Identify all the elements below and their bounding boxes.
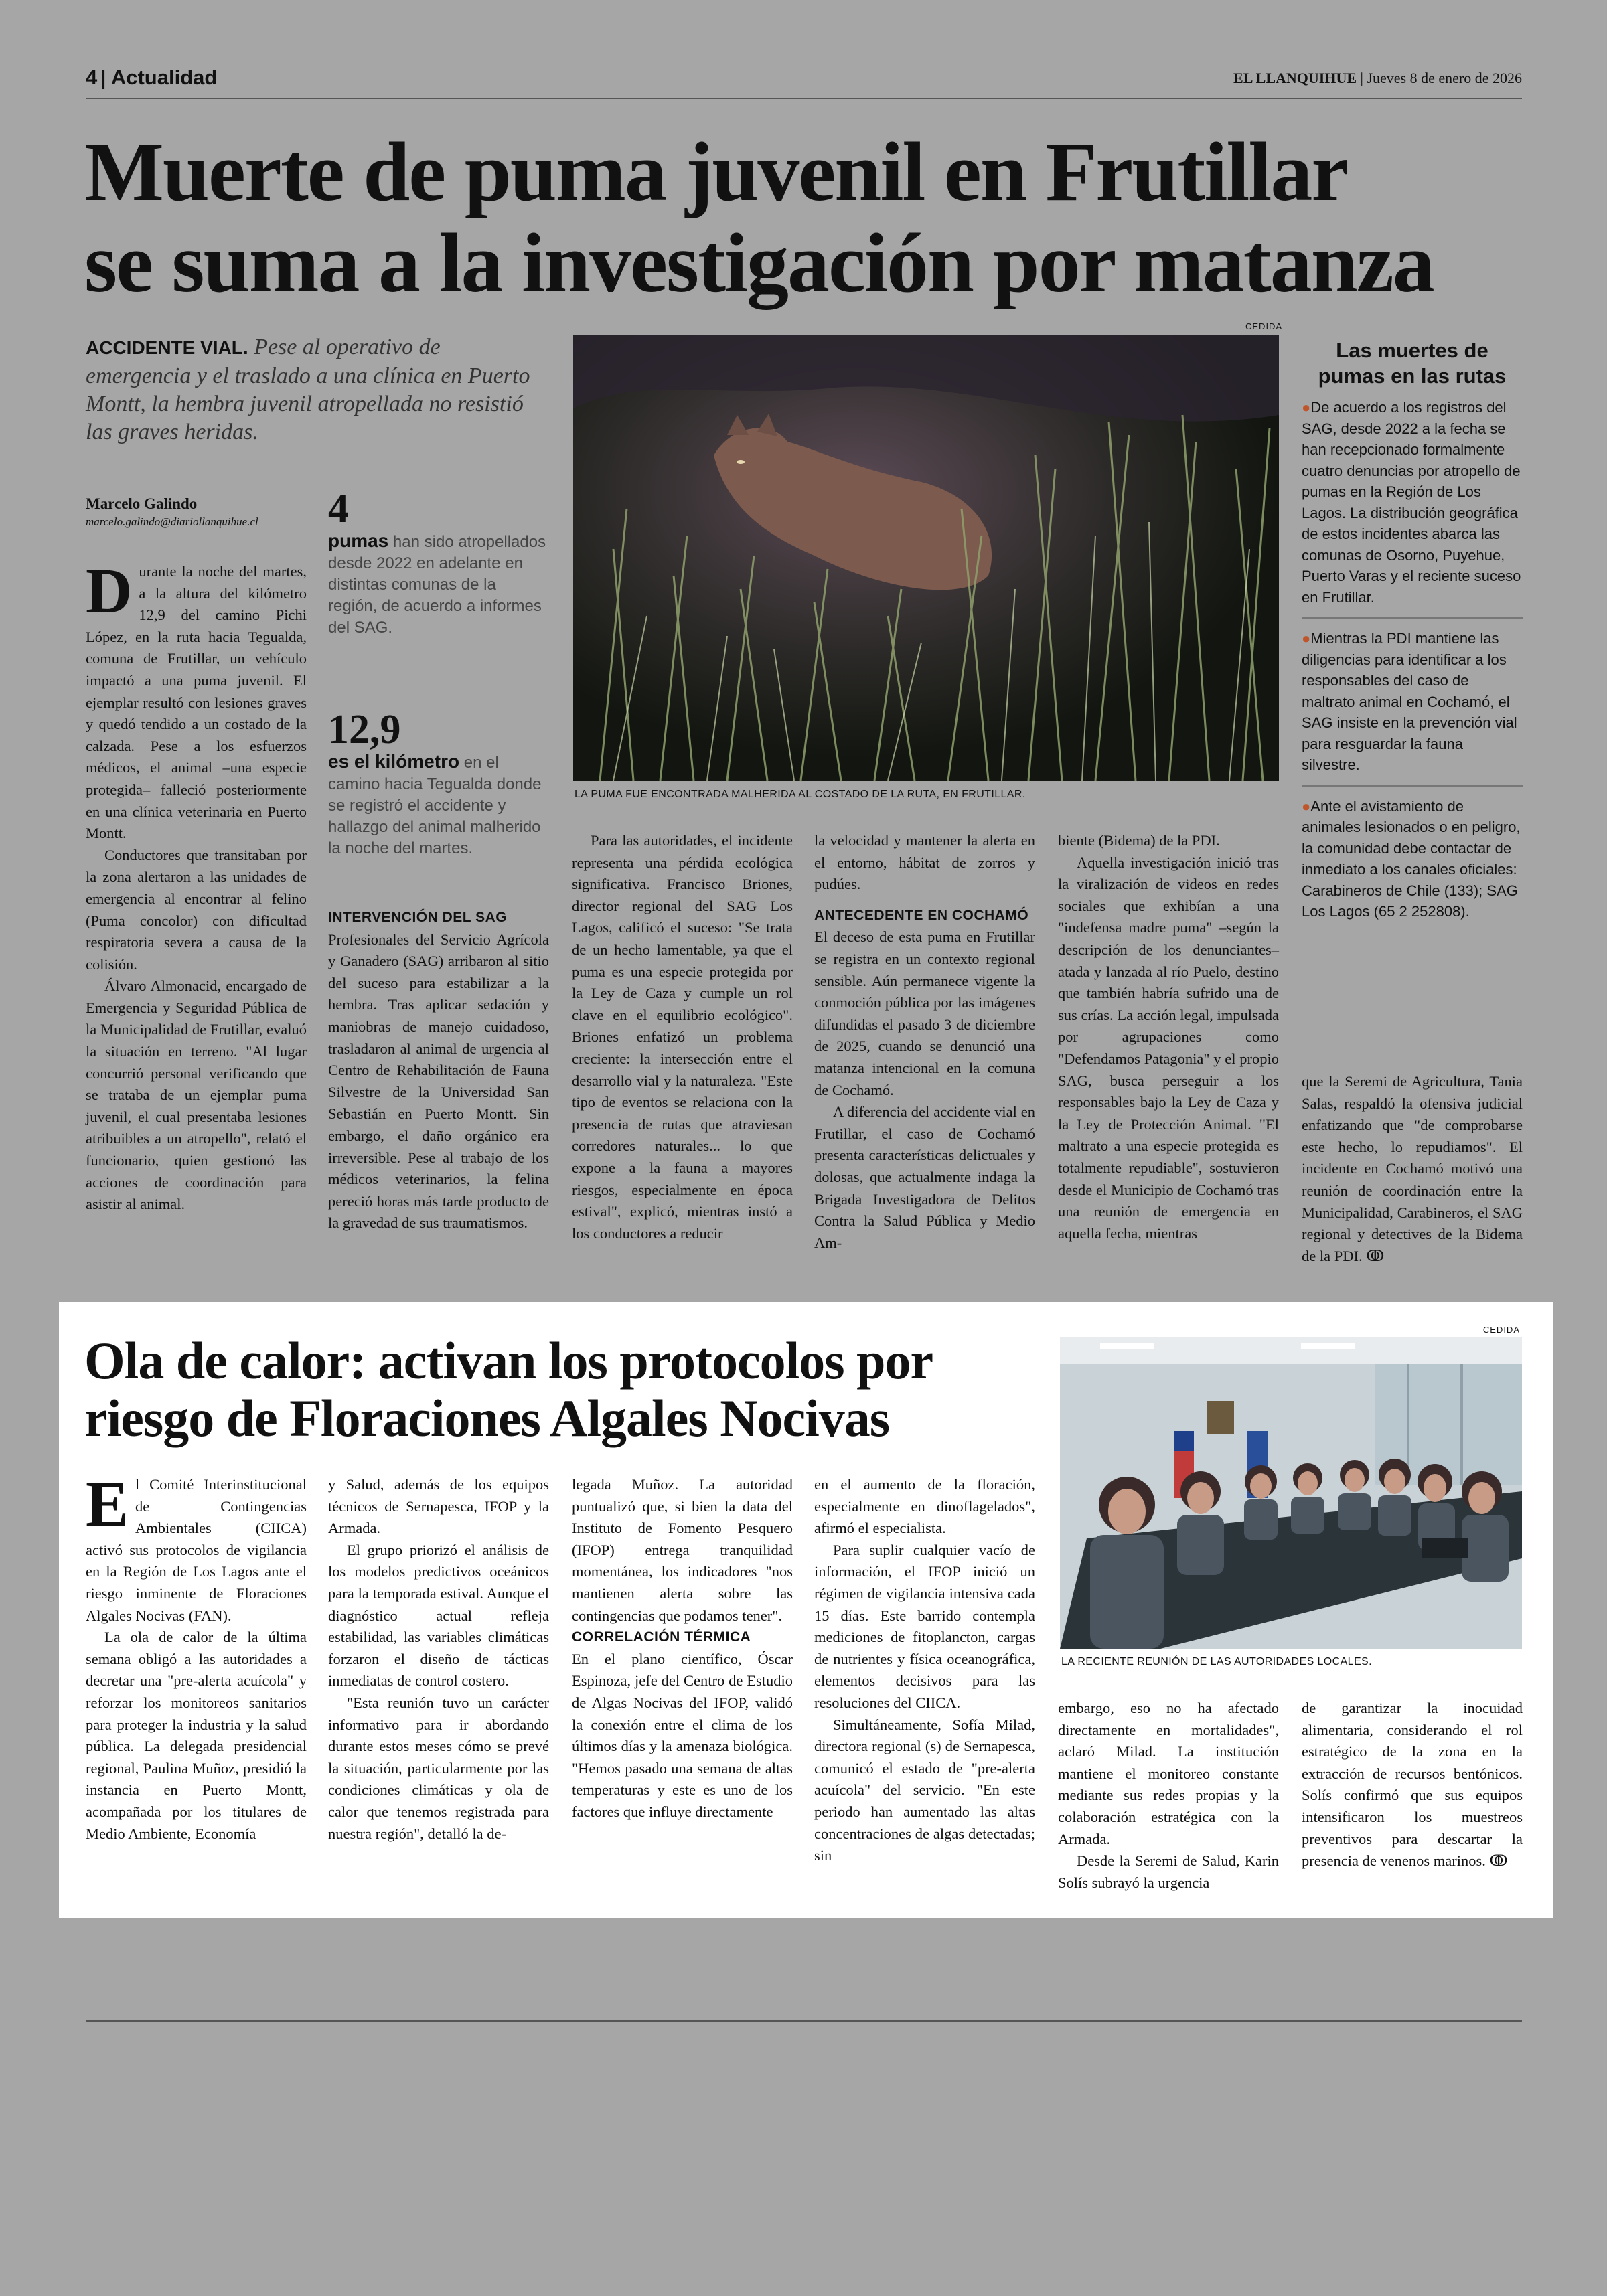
stat-box-kilometro: 12,9 es el kilómetro en el camino hacia Tegualda donde se registró el accidente y hallazgo del animal malherido la noche del martes. [328, 708, 549, 859]
article1-kicker: ACCIDENTE VIAL. [86, 337, 248, 358]
dropcap: E [86, 1468, 129, 1540]
sidebar-box [1302, 338, 1523, 922]
subhead: INTERVENCIÓN DEL SAG [328, 910, 508, 925]
article2-column-1: El Comité Interinstitucional de Contingencias Ambientales (CIICA) activó sus protocolos de vigilancia en la Región de Los Lagos ante el riesgo inminente de Floraciones Algales Nocivas (FAN). La ola de calor de la última semana obligó a las autoridades a decretar una "pre-alerta acuícola" y reforzar los monitoreos sanitarios para proteger la industria y la salud pública. La delegada presidencial regional, Paulina Muñoz, presidió la instancia en Puerto Montt, acompañada por los titulares de Medio Ambiente, Economía [86, 1468, 307, 1842]
sidebar-item: ●Mientras la PDI mantiene las diligencias para identificar a los responsables del caso de maltrato animal en Cochamó, el SAG insiste en la prevención vial para resguardar la fauna silvestre. [1302, 630, 1517, 773]
puma-image [573, 335, 1279, 781]
end-mark-icon: ↂ [1366, 1247, 1385, 1264]
page-header: 4 | Actualidad EL LLANQUIHUE | Jueves 8 de enero de 2026 [86, 66, 1522, 89]
issue-date: Jueves 8 de enero de 2026 [1367, 70, 1522, 86]
newspaper-name: EL LLANQUIHUE [1233, 70, 1357, 86]
footer-divider [86, 2020, 1522, 2022]
header-divider [86, 98, 1522, 99]
photo-credit: CEDIDA [1482, 1325, 1520, 1335]
photo-credit: CEDIDA [1245, 321, 1283, 331]
author-name: Marcelo Galindo [86, 495, 198, 512]
sidebar-item: ●Ante el avistamiento de animales lesionados o en peligro, la comunidad debe contactar de inmediato a los canales oficiales: Carabineros de Chile (133); SAG Los Lagos (65 2 252808). [1302, 797, 1521, 920]
article2-column-4: en el aumento de la floración, especialmente en dinoflagelados", afirmó el especialista. Para suplir cualquier vacío de información, el IFOP inició un régimen de vigilancia intensiva cada 15 días. Este barrido contempla mediciones de fitoplancton, cargas de nutrientes y física oceanográfica, elementos decisivos para las resoluciones del CIICA. Simultáneamente, Sofía Milad, directora regional (s) de Sernapesca, comunicó el estado de "pre-alerta acuícola" del servicio. "En este periodo han aumentado las altas concentraciones de algas detectadas; sin [814, 1476, 1035, 1864]
article1-column-3: Para las autoridades, el incidente representa una pérdida ecológica significativa. Francisco Briones, director regional del SAG Los Lagos, calificó el suceso: "Se trata de un hecho lamentable, ya que el puma es una especie protegida por la Ley de Caza y cumple un rol clave en el equilibrio ecológico". Briones enfatizó un problema creciente: la intersección entre el desarrollo vial y la naturaleza. "Este tipo de eventos se relaciona con la presencia de rutas que atraviesan corredores naturales... lo que expone a la fauna a mayores riesgos, especialmente en época estival", explicó, mientras instó a los conductores a reducir [572, 832, 793, 1242]
subhead: CORRELACIÓN TÉRMICA [572, 1629, 751, 1645]
stat-number: 4 [328, 486, 349, 531]
article2-column-2: y Salud, además de los equipos técnicos de Sernapesca, IFOP y la Armada. El grupo priorizó el análisis de los modelos predictivos oceánicos para la temporada estival. Aunque el diagnóstico actual refleja estabilidad, las variables climáticas forzaron el diseño de tácticas inmediatas de control costero. "Esta reunión tuvo un carácter informativo para ir abordando durante estos meses cómo se prevé la situación, particularmente por las condiciones climáticas y ola de calor que tenemos registrada para nuestra región", detalló la de- [328, 1476, 549, 1842]
meeting-photo [1060, 1337, 1522, 1649]
article1-lead: ACCIDENTE VIAL. Pese al operativo de emergencia y el traslado a una clínica en Puerto Montt, la hembra juvenil atropellada no resistió las graves heridas. [86, 335, 530, 444]
subhead: ANTECEDENTE EN COCHAMÓ [814, 907, 1029, 923]
stat-box-pumas: 4 pumas han sido atropellados desde 2022 en adelante en distintas comunas de la región, de acuerdo a informes del SAG. [328, 487, 549, 639]
article1-column-2: INTERVENCIÓN DEL SAG Profesionales del Servicio Agrícola y Ganadero (SAG) arribaron al sitio del suceso para estabilizar a la hembra. Tras aplicar sedación y maniobras de manejo cuidadoso, trasladaron al animal de urgencia al Centro de Rehabilitación de Fauna Silvestre de la Universidad San Sebastián en Puerto Montt. Sin embargo, el daño orgánico era irreversible. Pese al trabajo de los médicos veterinarios, la felina pereció horas más tarde producto de la gravedad de sus traumatismos. [328, 907, 549, 1234]
sidebar-title: Las muertes de pumas en las rutas [1318, 339, 1507, 388]
article1-column-4: la velocidad y mantener la alerta en el entorno, hábitat de zorros y pudúes. ANTECEDENTE EN COCHAMÓ El deceso de esta puma en Frutillar se registra en un contexto regional sensible. Aún permanece vigente la conmoción pública por las imágenes difundidas el pasado 3 de diciembre de 2025, cuando se denunció una matanza intencional en la comuna de Cochamó. A diferencia del accidente vial en Frutillar, el caso de Cochamó presenta características delictuales y dolosas, que actualmente indaga la Brigada Investigadora de Delitos Contra la Salud Pública y Medio Am- [814, 832, 1035, 1251]
byline [86, 495, 320, 529]
article2-column-6: de garantizar la inocuidad alimentaria, considerando el rol estratégico de la zona en la extracción de recursos bentónicos. Solís confirmó que sus equipos intensificaron los muestreos preventivos para descartar la presencia de venenos marinos. ↂ [1302, 1700, 1523, 1870]
sidebar-item: ●De acuerdo a los registros del SAG, desde 2022 a la fecha se han recepcionado formalmente cuatro denuncias por atropello de pumas en la Región de Los Lagos. La distribución geográfica de estos incidentes abarca las comunas de Osorno, Puyehue, Puerto Varas y el reciente suceso en Frutillar. [1302, 399, 1521, 606]
dropcap: D [86, 555, 133, 627]
section-name: Actualidad [110, 66, 218, 89]
article2-column-5: embargo, eso no ha afectado directamente en mortalidades", aclaró Milad. La institución mantiene el monitoreo constante mediante sus redes propias y la colaboración estratégica con la Armada. Desde la Seremi de Salud, Karin Solís subrayó la urgencia [1058, 1700, 1279, 1891]
puma-photo [573, 335, 1279, 781]
article2-headline: Ola de calor: activan los protocolos por riesgo de Floraciones Algales Nocivas [84, 1331, 933, 1447]
article2-column-3: legada Muñoz. La autoridad puntualizó que, si bien la data del Instituto de Fomento Pesquero (IFOP) entrega tranquilidad momentánea, los indicadores "nos mantienen alerta sobre las contingencias que podamos tener". CORRELACIÓN TÉRMICA En el plano científico, Óscar Espinoza, jefe del Centro de Estudio de Algas Nocivas del IFOP, validó la conexión entre el clima de los últimos días y la amenaza biológica. "Hemos pasado una semana de altas temperaturas y este es uno de los factores que influye directamente [572, 1476, 793, 1820]
meeting-image [1060, 1337, 1522, 1649]
photo-caption: LA RECIENTE REUNIÓN DE LAS AUTORIDADES LOCALES. [1061, 1656, 1372, 1667]
article1-column-5: biente (Bidema) de la PDI. Aquella investigación inició tras la viralización de videos en redes sociales que exhibían a una "indefensa madre puma" –según la descripción de los denunciantes– atada y lanzada al río Puelo, destino que también habría sufrido una de sus crías. La acción legal, impulsada por agrupaciones como "Defendamos Patagonia" y el propio SAG, busca perseguir a los responsables bajo la Ley de Caza y la Ley de Protección Animal. "El maltrato a una especie protegida es totalmente repudiable", sostuvieron desde el Municipio de Cochamó tras una reunión de emergencia en aquella fecha, mientras [1058, 832, 1279, 1242]
photo-caption: LA PUMA FUE ENCONTRADA MALHERIDA AL COSTADO DE LA RUTA, EN FRUTILLAR. [575, 789, 1026, 800]
stat-number: 12,9 [328, 707, 401, 752]
end-mark-icon: ↂ [1489, 1852, 1508, 1870]
article1-column-1: Durante la noche del martes, a la altura del kilómetro 12,9 del camino Pichi López, en la ruta hacia Tegualda, comuna de Frutillar, un vehículo impactó a una puma juvenil. El ejemplar resultó con lesiones graves y quedó tendido a un costado de la calzada. Pese a los esfuerzos médicos, el animal –una especie protegida– falleció posteriormente en una clínica veterinaria en Puerto Montt. Conductores que transitaban por la zona alertaron a las unidades de emergencia al encontrar al felino (Puma concolor) con dificultad respiratoria severa a causa de la colisión. Álvaro Almonacid, encargado de Emergencia y Seguridad Pública de la Municipalidad de Frutillar, evaluó la situación en terreno. "Al lugar concurrió personal verificando que se trataba de un ejemplar puma juvenil, el cual presentaba lesiones atribuibles a un atropello", relató el funcionario, quien gestionó las acciones de coordinación para asistir al animal. [86, 555, 307, 1213]
stat-label: pumas [328, 530, 389, 551]
stat-label: es el kilómetro [328, 751, 460, 772]
article1-column-6: que la Seremi de Agricultura, Tania Salas, respaldó la ofensiva judicial enfatizando que "de comprobarse este hecho, lo repudiamos". El incidente en Cochamó motivó una reunión de coordinación entre la Municipalidad, Carabineros, el SAG regional y detectives de la Bidema de la PDI. ↂ [1302, 1073, 1523, 1264]
article1-headline: Muerte de puma juvenil en Frutillar se suma a la investigación por matanza [84, 126, 1434, 310]
author-email: marcelo.galindo@diariollanquihue.cl [86, 515, 258, 528]
page-number: 4 [86, 66, 98, 89]
